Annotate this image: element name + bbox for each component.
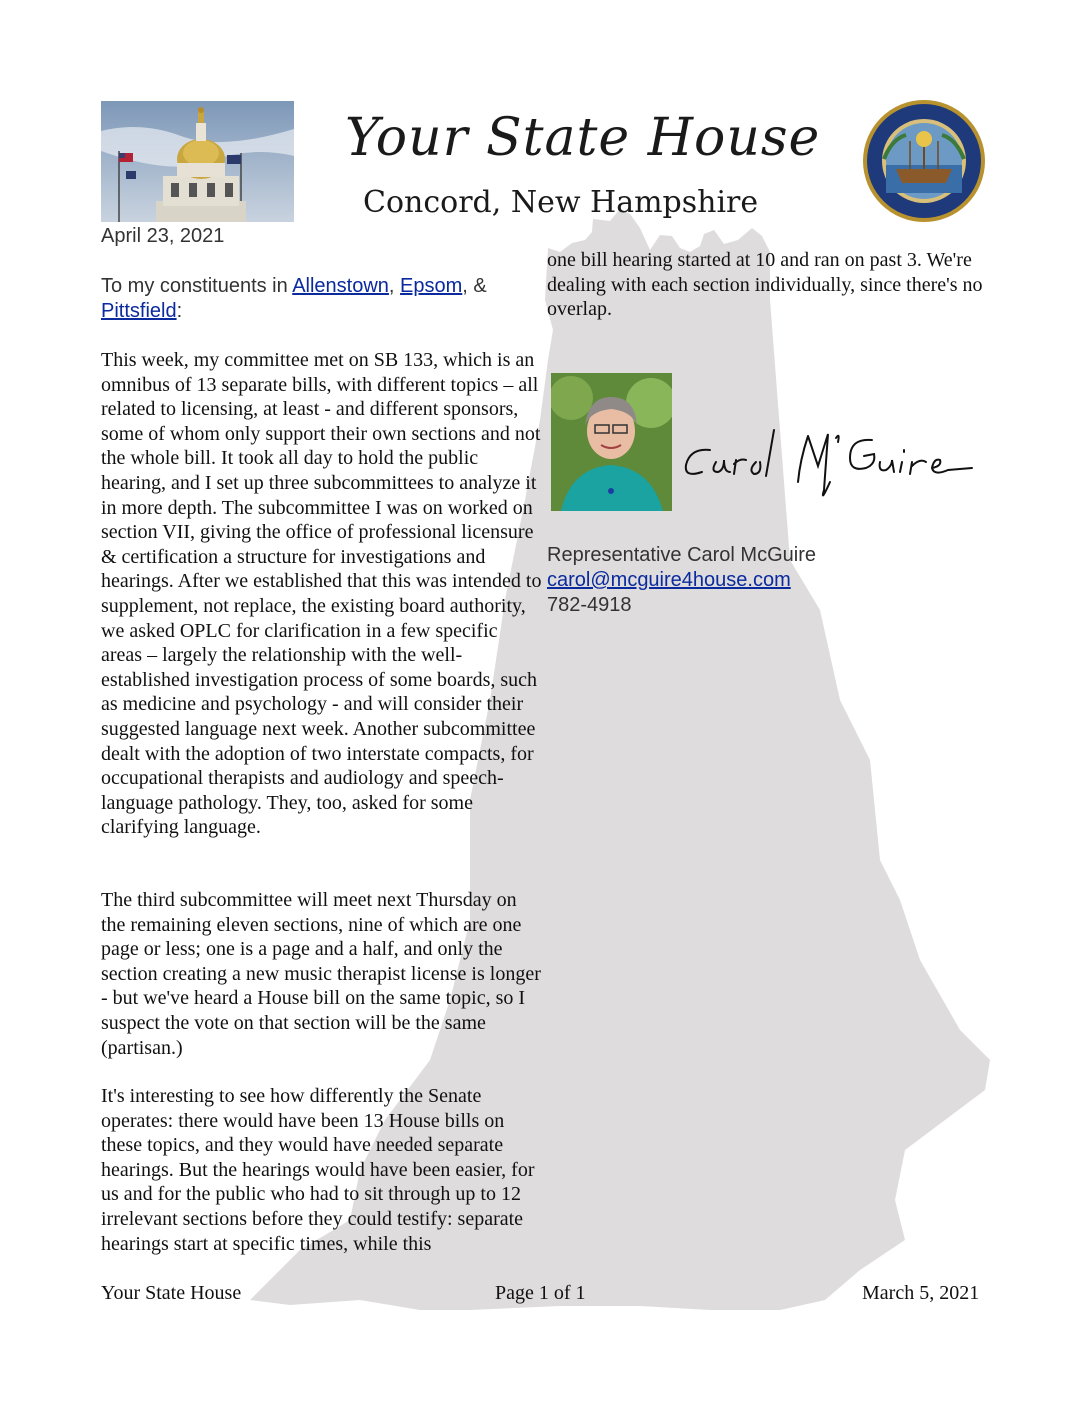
letter-date: April 23, 2021: [101, 225, 225, 247]
salutation-prefix: To my constituents in: [101, 275, 293, 297]
town-link-epsom[interactable]: Epsom: [400, 275, 463, 297]
salutation-suffix: :: [176, 300, 183, 322]
salutation: [101, 274, 531, 324]
town-link-pittsfield[interactable]: Pittsfield: [101, 300, 177, 322]
body-paragraph: The third subcommittee will meet next Thursday on the remaining eleven sections, nine of which are one page or less; one is a page and a half, and only the section creating a new music therapist license is longer - but we've heard a House bill on the same topic, so I suspect the vote on that section will be the same (partisan.): [101, 889, 541, 1059]
representative-portrait: [551, 373, 672, 511]
body-paragraph: This week, my committee met on SB 133, which is an omnibus of 13 separate bills, with different topics – all related to licensing, at least - and different sponsors, some of whom only support their own sections and not the whole bill. It took all day to hold the public hearing, and I set up three subcommittees to analyze it in more depth. The subcommittee I was on worked on section VII, giving the office of professional licensure & certification a structure for investigations and hearings. After we established that this was intended to supplement, not replace, the existing board authority, we asked OPLC for clarification in a few specific areas – largely the relationship with the well-established investigation process of some boards, such as medicine and psychology - and will consider their suggested language next week. Another subcommittee dealt with the adoption of two interstate compacts, for occupational therapists and audiology and speech-language pathology. They, too, asked for some clarifying language.: [101, 349, 542, 839]
masthead-subtitle: Concord, New Hampshire: [363, 185, 759, 220]
body-paragraph-continued: one bill hearing started at 10 and ran on past 3. We're dealing with each section individually, since there's no overlap.: [547, 249, 983, 321]
phone-number: 782-4918: [547, 594, 632, 616]
salutation-separator: , &: [462, 275, 487, 297]
salutation-separator: ,: [388, 275, 401, 297]
masthead-title: Your State House: [345, 108, 821, 168]
footer-page-number: Page 1 of 1: [495, 1282, 586, 1304]
handwritten-signature: [680, 420, 980, 510]
email-link[interactable]: carol@mcguire4house.com: [547, 569, 791, 591]
footer-left: Your State House: [101, 1282, 242, 1304]
state-house-photo: [101, 101, 294, 222]
contact-block: [547, 543, 816, 618]
town-link-allenstown[interactable]: Allenstown: [292, 275, 389, 297]
representative-name: Representative Carol McGuire: [547, 544, 816, 566]
body-paragraph: It's interesting to see how differently the Senate operates: there would have been 13 House bills on these topics, and they would have needed separate hearings. But the hearings would have been easier, for us and for the public who had to sit through up to 12 irrelevant sections before they could testify: separate hearings start at specific times, while this: [101, 1085, 535, 1255]
footer-date: March 5, 2021: [862, 1282, 980, 1304]
new-hampshire-state-seal: [862, 99, 986, 223]
